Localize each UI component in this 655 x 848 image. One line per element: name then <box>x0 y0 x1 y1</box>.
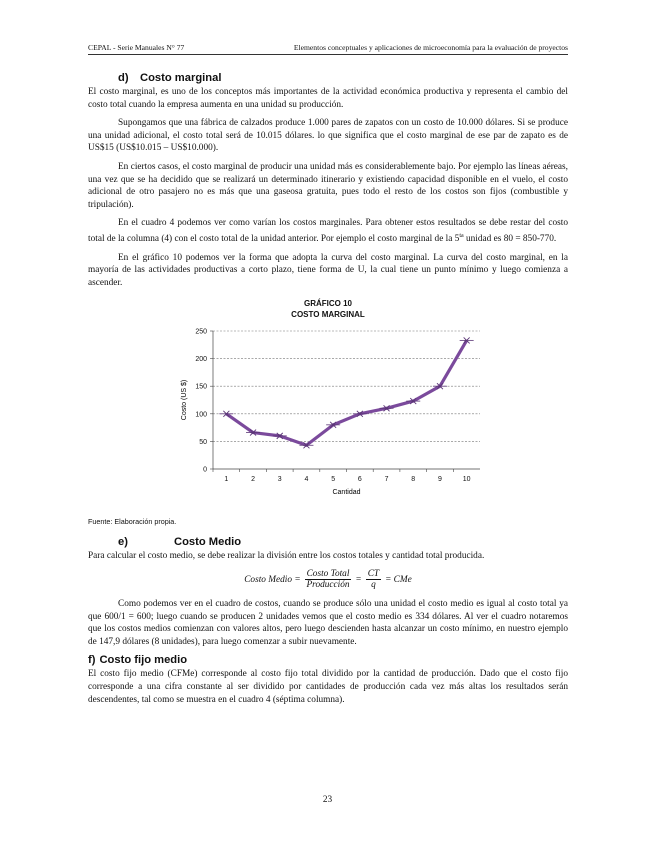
page-content <box>88 72 568 712</box>
average-cost-formula <box>88 569 568 590</box>
section-d-paragraph-3: En ciertos casos, el costo marginal de producir una unidad más es considerablemente bajo. Por ejemplo las líneas aéreas, una vez que se ha decidido que se realizará un determinado itinerario y existiendo capacidad disponible en el vuelo, el costo adicional de otro pasajero no es más que una gaseosa gratuita, pues todo el resto de los costos son fijos (combustible y tripulación). <box>88 161 568 210</box>
section-e-paragraph-1: Para calcular el costo medio, se debe realizar la división entre los costos totales y cantidad total producida. <box>88 551 485 562</box>
formula-denominator-1: Producción <box>306 580 350 590</box>
x-tick-label: 2 <box>251 476 256 484</box>
y-tick-label: 0 <box>203 466 207 474</box>
chart-axes <box>213 331 480 469</box>
y-tick-label: 200 <box>195 356 207 364</box>
x-tick-label: 4 <box>304 476 309 484</box>
y-tick-label: 250 <box>195 328 207 336</box>
y-tick-label: 100 <box>195 411 207 419</box>
x-tick-label: 9 <box>437 476 442 484</box>
chart-source: Fuente: Elaboración propia. <box>88 517 177 527</box>
formula-rhs: = CMe <box>385 574 412 585</box>
chart-container <box>88 295 568 515</box>
x-tick-label: 7 <box>384 476 389 484</box>
section-d-paragraph-4 <box>88 217 568 245</box>
x-tick-label: 1 <box>224 476 229 484</box>
section-f-heading <box>88 654 568 666</box>
x-tick-label: 3 <box>277 476 282 484</box>
chart-y-ticks <box>195 329 213 474</box>
chart-x-ticks <box>213 469 471 483</box>
formula-numerator-1: Costo Total <box>306 569 350 579</box>
formula-lhs: Costo Medio = <box>244 574 301 585</box>
formula-numerator-2: CT <box>367 569 380 579</box>
formula-fraction-1 <box>305 569 352 590</box>
cost-marginal-chart <box>88 315 568 515</box>
header-left: CEPAL - Serie Manuales N° 77 <box>88 43 185 52</box>
x-tick-label: 10 <box>462 476 471 484</box>
formula-equals: = <box>355 574 362 585</box>
chart-x-axis-label: Cantidad <box>332 489 361 497</box>
p4-text-b: unidad es 80 = 850-770. <box>463 234 557 245</box>
p4-text-a: En el cuadro 4 podemos ver como varían los costos marginales. Para obtener estos resultados se debe restar del costo total de la columna (4) con el costo total de la unidad anterior. Por ejemplo el costo marginal de la 5 <box>88 218 568 245</box>
section-d-paragraph-2: Supongamos que una fábrica de calzados produce 1.000 pares de zapatos con un costo de 10.000 dólares. Si se produce una unidad adicional, el costo total será de 10.015 dólares. lo que significa que el costo marginal de ese par de zapato es de US$15 (US$10.015 – US$10.000). <box>88 118 568 154</box>
formula-fraction-2 <box>366 569 381 590</box>
page-number: 23 <box>322 795 333 805</box>
section-d-letter: d) <box>118 72 129 84</box>
formula-denominator-2: q <box>371 580 376 590</box>
p4-superscript: ta <box>459 232 464 239</box>
section-e-heading <box>88 536 568 548</box>
y-tick-label: 150 <box>195 384 207 392</box>
section-d-heading <box>88 72 568 84</box>
section-d-title: Costo marginal <box>140 72 222 84</box>
x-tick-label: 6 <box>357 476 362 484</box>
section-f-paragraph-1: El costo fijo medio (CFMe) corresponde al costo fijo total dividido por la cantidad de producción. Dado que el costo fijo corresponde a una cifra constante al ser dividido por cantidades de producción cada vez más altas los resultados serán descendentes, tal como se muestra en el cuadro 4 (séptima columna). <box>88 669 568 705</box>
section-d-paragraph-1: El costo marginal, es uno de los conceptos más importantes de la actividad económica productiva y representa el cambio del costo total cuando la empresa aumenta en una unidad su producción. <box>88 87 568 110</box>
section-e-letter: e) <box>118 536 128 549</box>
section-e-paragraph-2: Como podemos ver en el cuadro de costos, cuando se produce sólo una unidad el costo medio es igual al costo total ya que 600/1 = 600; luego cuando se producen 2 unidades vemos que el costo medio es 334 dólares. Al ver el cuadro notaremos que los costos medios comienzan con valores altos, pero luego descienden hasta alcanzar un costo mínimo, en nuestro ejemplo de 147,9 dólares (8 unidades), para luego comenzar a subir nuevamente. <box>88 599 568 647</box>
chart-subtitle: COSTO MARGINAL <box>291 310 365 320</box>
section-e-title: Costo Medio <box>174 536 242 549</box>
section-f-title: Costo fijo medio <box>99 654 188 667</box>
header-right: Elementos conceptuales y aplicaciones de microeconomía para la evaluación de proyectos <box>293 43 568 52</box>
x-tick-label: 5 <box>331 476 336 484</box>
chart-y-axis-label: Costo (US $) <box>181 380 188 421</box>
series-line <box>226 341 466 446</box>
running-header <box>88 43 568 55</box>
section-d-paragraph-5: En el gráfico 10 podemos ver la forma que adopta la curva del costo marginal. La curva del costo marginal, en la mayoría de las actividades productivas a corto plazo, tiene forma de U, la cual tiene un punto mínimo y luego comienza a ascender. <box>88 252 568 288</box>
section-f-letter: f) <box>88 654 96 667</box>
x-tick-label: 8 <box>411 476 416 484</box>
y-tick-label: 50 <box>199 439 207 447</box>
chart-series <box>219 338 473 449</box>
chart-title: GRÁFICO 10 <box>303 299 352 309</box>
